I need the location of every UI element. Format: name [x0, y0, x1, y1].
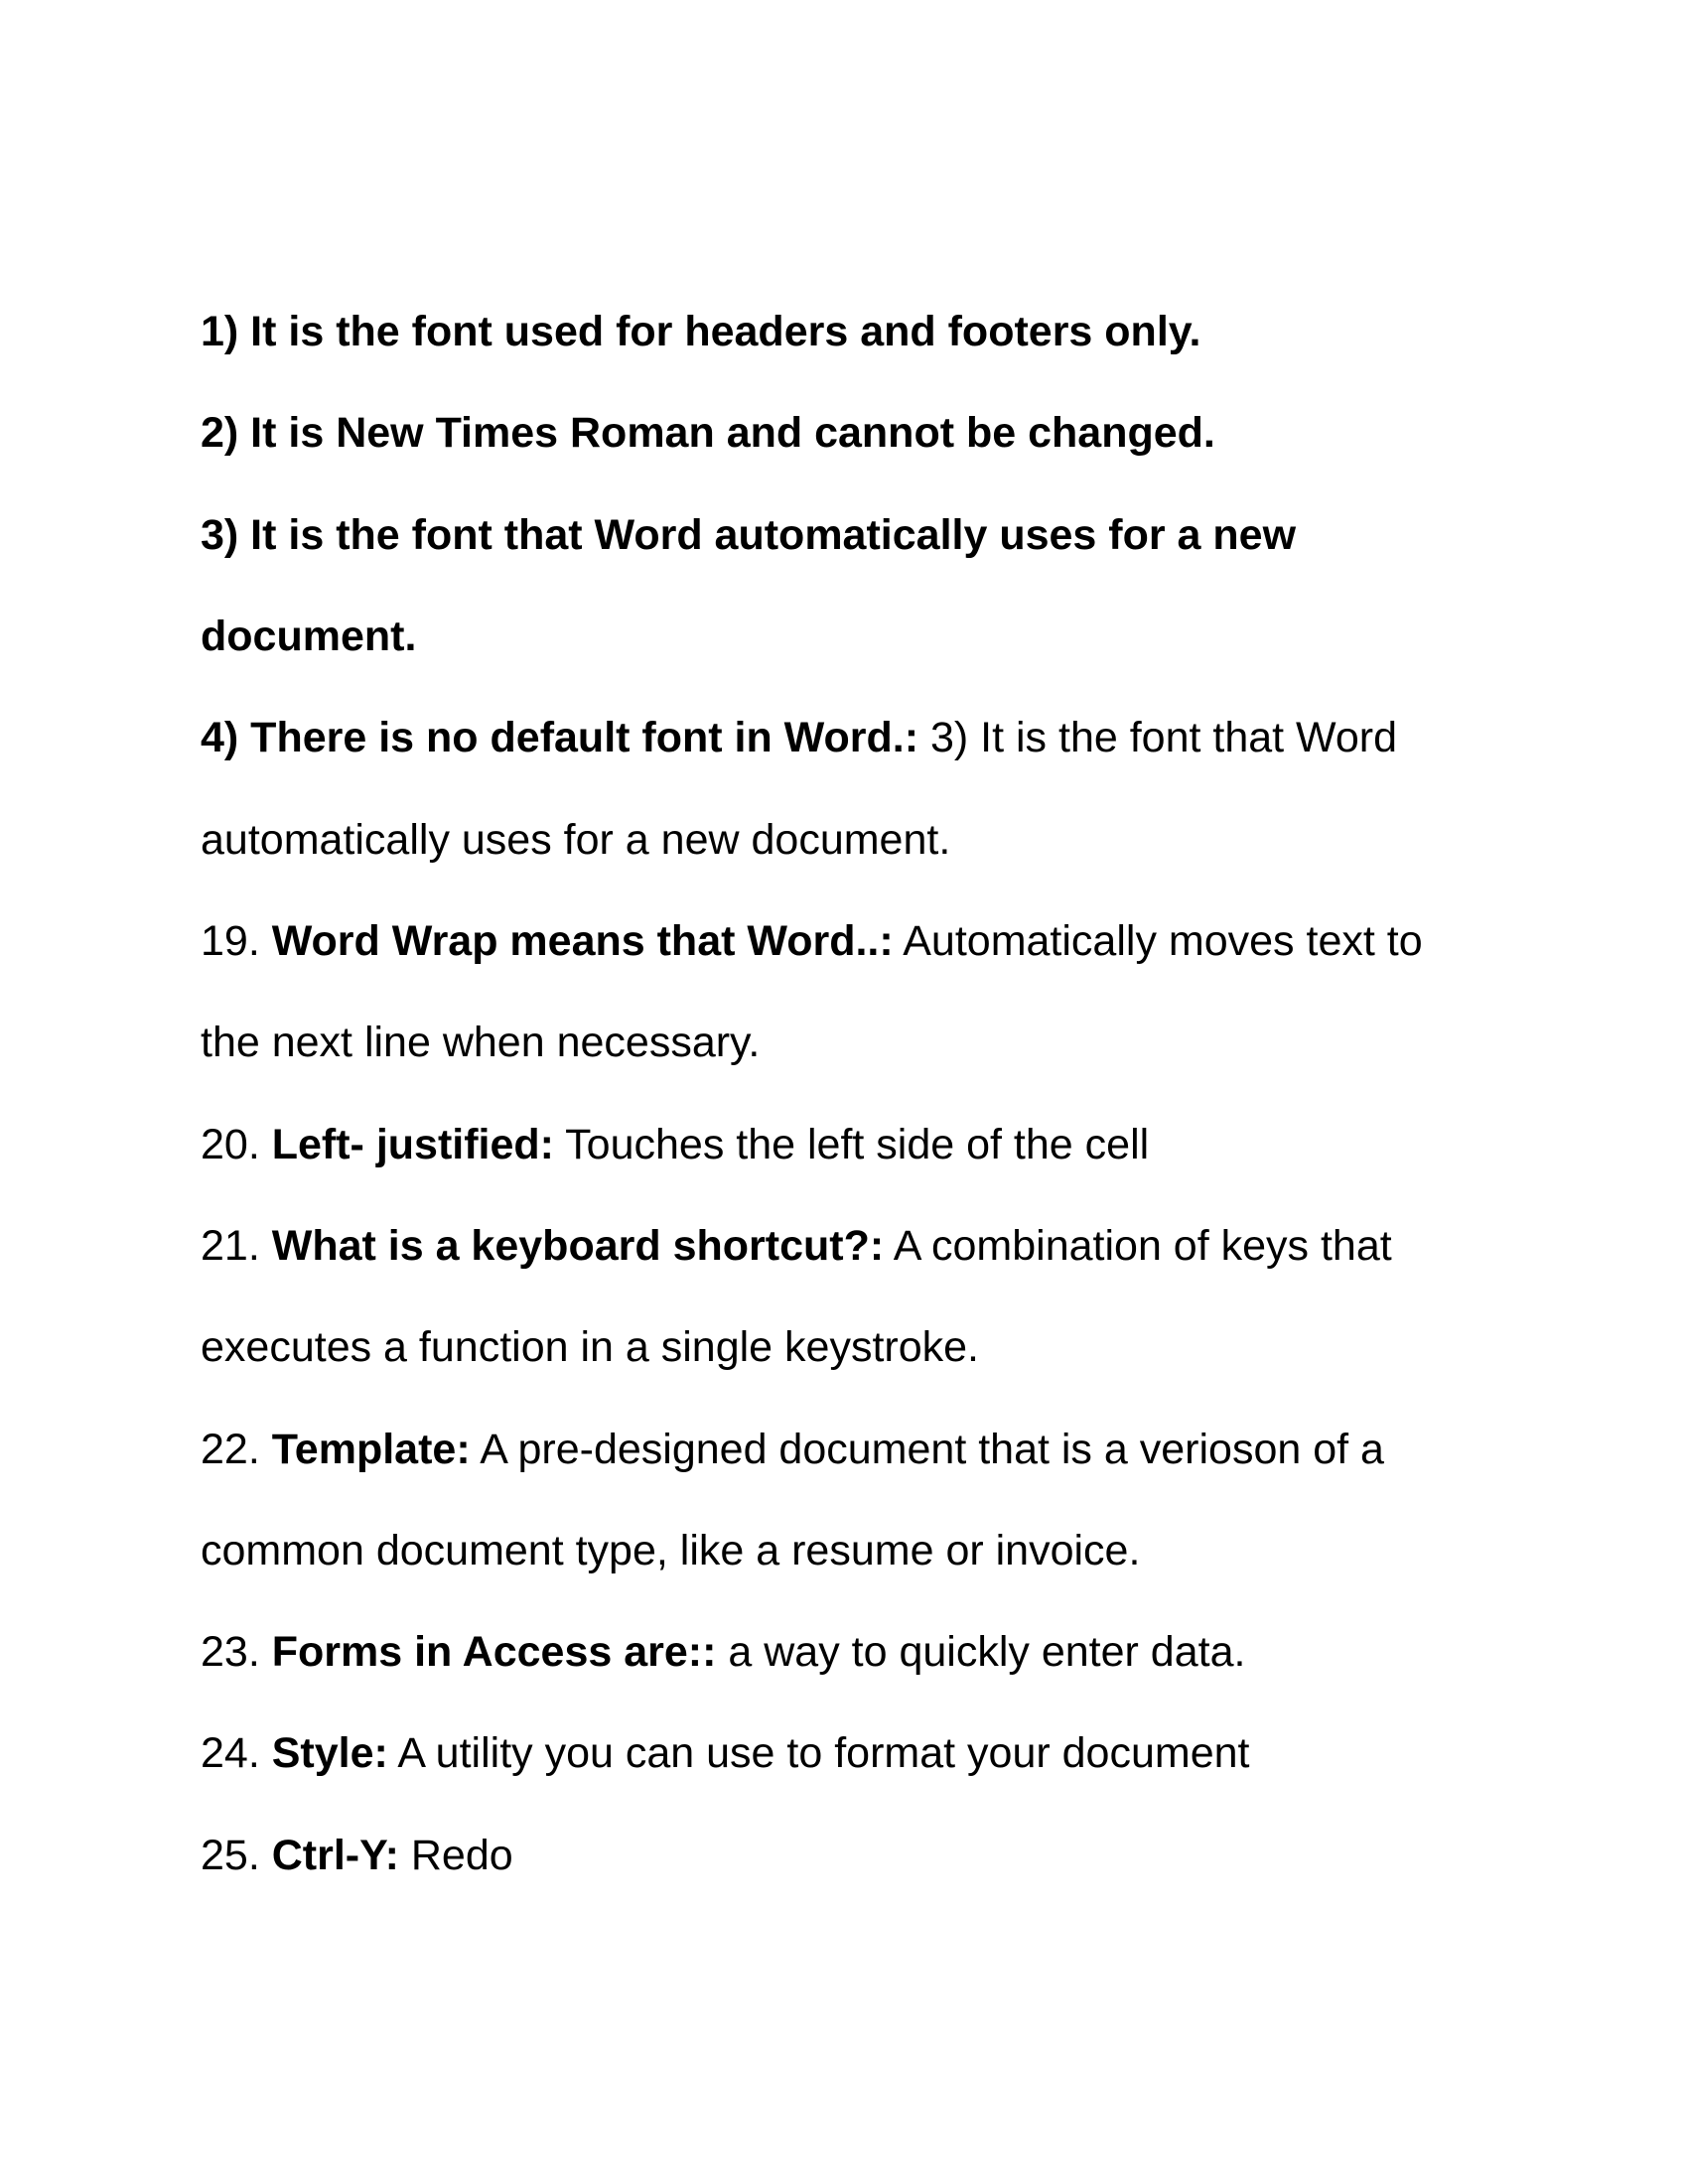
item-definition: common document type, like a resume or invoice.: [201, 1527, 1141, 1574]
item-number: 22.: [201, 1426, 272, 1473]
text-line-option-2: [201, 409, 1215, 457]
text-line-option-3-cont: [201, 615, 416, 658]
item-definition: executes a function in a single keystroke.: [201, 1323, 979, 1371]
item-definition: A utility you can use to format your document: [387, 1729, 1250, 1777]
item-definition: a way to quickly enter data.: [716, 1628, 1246, 1676]
text-line-item-22: [201, 1426, 1384, 1473]
item-term: Style:: [271, 1729, 388, 1777]
text-line-item-24: [201, 1729, 1250, 1777]
text-line-item-21: [201, 1222, 1392, 1270]
text-line-item-22-cont: [201, 1527, 1141, 1574]
text-line-option-4: [201, 714, 1398, 761]
item-term: Template:: [271, 1426, 471, 1473]
item-term: document.: [201, 613, 417, 660]
item-term: Ctrl-Y:: [271, 1832, 399, 1879]
text-line-item-25: [201, 1832, 513, 1879]
item-definition: A pre-designed document that is a verioson of a: [470, 1426, 1384, 1473]
text-line-item-19: [201, 917, 1423, 965]
item-definition: A combination of keys that: [884, 1222, 1392, 1270]
item-definition: Touches the left side of the cell: [553, 1121, 1150, 1168]
text-line-option-1: [201, 308, 1201, 355]
item-term: Word Wrap means that Word..:: [271, 917, 894, 965]
item-definition: 3) It is the font that Word: [918, 714, 1398, 761]
text-line-item-23: [201, 1628, 1246, 1676]
item-term: 2) It is New Times Roman and cannot be changed.: [201, 409, 1215, 457]
text-line-option-4-cont: [201, 816, 951, 864]
text-line-item-20: [201, 1121, 1150, 1168]
item-number: 21.: [201, 1222, 272, 1270]
item-number: 19.: [201, 917, 272, 965]
item-term: What is a keyboard shortcut?:: [271, 1222, 885, 1270]
item-number: 23.: [201, 1628, 272, 1676]
text-line-item-21-cont: [201, 1323, 979, 1371]
item-number: 24.: [201, 1729, 272, 1777]
item-term: 1) It is the font used for headers and footers only.: [201, 308, 1201, 355]
item-definition: Automatically moves text to: [893, 917, 1423, 965]
item-number: 25.: [201, 1832, 272, 1879]
item-definition: automatically uses for a new document.: [201, 816, 951, 864]
item-term: 3) It is the font that Word automatically uses for a new: [201, 511, 1297, 559]
item-term: Left- justified:: [271, 1121, 554, 1168]
item-definition: the next line when necessary.: [201, 1019, 761, 1066]
text-line-option-3: [201, 511, 1297, 559]
text-line-item-19-cont: [201, 1019, 761, 1066]
item-term: 4) There is no default font in Word.:: [201, 714, 919, 761]
item-number: 20.: [201, 1121, 272, 1168]
item-definition: Redo: [398, 1832, 513, 1879]
item-term: Forms in Access are::: [271, 1628, 717, 1676]
